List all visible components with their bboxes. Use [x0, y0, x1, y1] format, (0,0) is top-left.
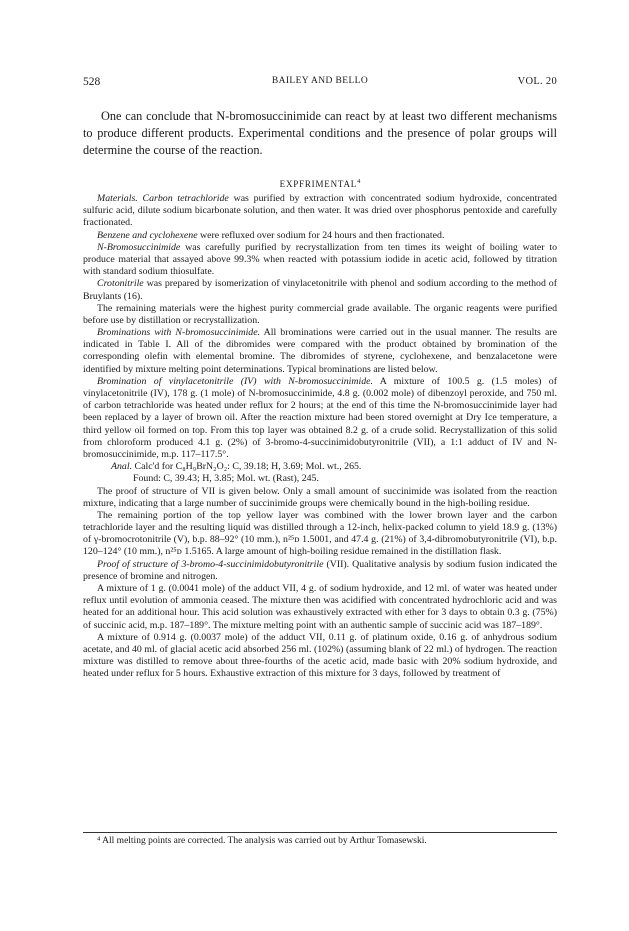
paragraph-text: (VII). Qualitative analysis by sodium fusion indicated the presence of bromine and nitrogen. [83, 558, 557, 582]
paragraph-text: were refluxed over sodium for 24 hours and then fractionated. [197, 229, 445, 241]
footnote: ⁴ All melting points are corrected. The analysis was carried out by Arthur Tomasewski. [97, 836, 427, 846]
body-paragraph [83, 376, 557, 461]
footnote-rule [83, 832, 557, 833]
body-paragraph [83, 559, 557, 583]
experimental-body [83, 193, 557, 681]
body-paragraph [83, 632, 557, 681]
paragraph-text: was carefully purified by recrystallization from ten times its weight of boiling water to produce material that assayed above 99.3% when reacted with potassium iodide in acetic acid, followed by titration with standard sodium thiosulfate. [83, 241, 557, 278]
paragraph-lead: N-Bromosuccinimide [97, 241, 181, 253]
analysis-label: Anal. [111, 461, 133, 473]
paragraph-lead: Brominations with N-bromosuccinimide. [97, 327, 261, 339]
paragraph-text: A mixture of 0.914 g. (0.0037 mole) of the adduct VII, 0.11 g. of platinum oxide, 0.16 g. of anhydrous sodium acetate, and 40 ml. of glacial acetic acid absorbed 256 ml. (102%) (assuming blank of 22 ml.) of hydrogen. The reaction mixture was distilled to remove about three-fourths of the acetic acid, made basic with 20% sodium hydroxide, and heated under reflux for 5 hours. Exhaustive extraction of this mixture for 3 days, followed by treatment of [83, 631, 557, 680]
body-paragraph [83, 230, 557, 242]
analysis-calcd-text: Calc'd for C₈H₉BrN₂O₂: C, 39.18; H, 3.69; Mol. wt., 265. [132, 461, 362, 473]
paragraph-text: The remaining portion of the top yellow layer was combined with the lower brown layer and the carbon tetrachloride layer and the resulting liquid was distilled through a 12-inch, helix-packed column to yield 18.9 g. (13%) of γ-bromocrotonitrile (V), b.p. 88–92° (10 mm.), n²⁵ᴅ 1.5001, and 47.4 g. (21%) of 3,4-dibromobutyronitrile (VI), b.p. 120–124° (10 mm.), n²⁵ᴅ 1.5165. A large amount of high-boiling residue remained in the distillation flask. [83, 509, 557, 558]
section-heading-text: EXPFRIMENTAL [279, 179, 358, 189]
body-paragraph [83, 303, 557, 327]
paragraph-text: A mixture of 100.5 g. (1.5 moles) of vinylacetonitrile (IV), 178 g. (1 mole) of N-bromosuccinimide, 4.8 g. (0.002 mole) of dibenzoyl peroxide, and 750 ml. of carbon tetrachloride was heated under reflux for 2 hours; at the end of this time the N-bromosuccinimide layer had been replaced by a layer of brown oil. After the reaction mixture had been stored overnight at Dry Ice temperature, a third yellow oil formed on top. From this top layer was obtained 8.2 g. of a crude solid. Recrystallization of this solid from chloroform produced 4.1 g. (2%) of 3-bromo-4-succinimidobutyronitrile (VII), a 1:1 adduct of IV and N-bromosuccinimide, m.p. 117–117.5°. [83, 375, 557, 460]
paragraph-lead: Materials. Carbon tetrachloride [97, 193, 229, 204]
paragraph-text: The proof of structure of VII is given below. Only a small amount of succinimide was isolated from the reaction mixture, indicating that a large number of succinimide groups were chemically bound in the high-boiling residue. [83, 485, 557, 509]
paragraph-text: The remaining materials were the highest purity commercial grade available. The organic reagents were purified before use by distillation or recrystallization. [83, 302, 557, 326]
body-paragraph [83, 486, 557, 510]
analysis-calcd [83, 461, 557, 473]
paragraph-lead: Crotonitrile [97, 278, 144, 290]
page-number: 528 [83, 76, 101, 88]
body-paragraph [83, 583, 557, 632]
volume-label: VOL. 20 [517, 76, 557, 87]
body-paragraph [83, 327, 557, 376]
paragraph-lead: Bromination of vinylacetonitrile (IV) with N-bromosuccinimide. [97, 375, 373, 387]
paragraph-text: A mixture of 1 g. (0.0041 mole) of the adduct VII, 4 g. of sodium hydroxide, and 12 ml. of water was heated under reflux until evolution of ammonia ceased. The mixture then was acidified with concentrated hydrochloric acid and was heated for an additional hour. This acid solution was exhaustively extracted with ether for 3 days to obtain 0.3 g. (75%) of succinic acid, m.p. 187–189°. The mixture melting point with an authentic sample of succinic acid was 187–189°. [83, 583, 557, 631]
paragraph-lead: Proof of structure of 3-bromo-4-succinimidobutyronitrile [97, 558, 324, 570]
analysis-found: Found: C, 39.43; H, 3.85; Mol. wt. (Rast), 245. [133, 473, 319, 485]
body-paragraph [83, 193, 557, 230]
paragraph-lead: Benzene and cyclohexene [97, 229, 198, 241]
page-header [83, 76, 557, 90]
body-paragraph [83, 278, 557, 302]
intro-paragraph: One can conclude that N-bromosuccinimide can react by at least two different mechanisms to produce different products. Experimental conditions and the presence of polar groups will determine the course of the reaction. [83, 109, 557, 157]
running-head: BAILEY AND BELLO [271, 76, 369, 86]
section-footnote-mark: 4 [357, 178, 361, 185]
paragraph-text: was purified by extraction with concentrated sodium hydroxide, concentrated sulfuric acid, dilute sodium bicarbonate solution, and then water. It was dried over phosphorus pentoxide and carefully fractionated. [83, 193, 557, 229]
body-paragraph [83, 510, 557, 559]
paragraph-text: was prepared by isomerization of vinylacetonitrile with phenol and sodium according to the method of Bruylants (16). [83, 278, 557, 302]
section-heading [83, 179, 557, 189]
body-paragraph [83, 242, 557, 279]
paragraph-text: All brominations were carried out in the usual manner. The results are indicated in Table I. All of the dibromides were compared with the product obtained by bromination of the corresponding olefin with elemental bromine. The dibromides of styrene, cyclohexene, and benzalacetone were identified by mixture melting point determinations. Typical brominations are listed below. [83, 327, 558, 375]
